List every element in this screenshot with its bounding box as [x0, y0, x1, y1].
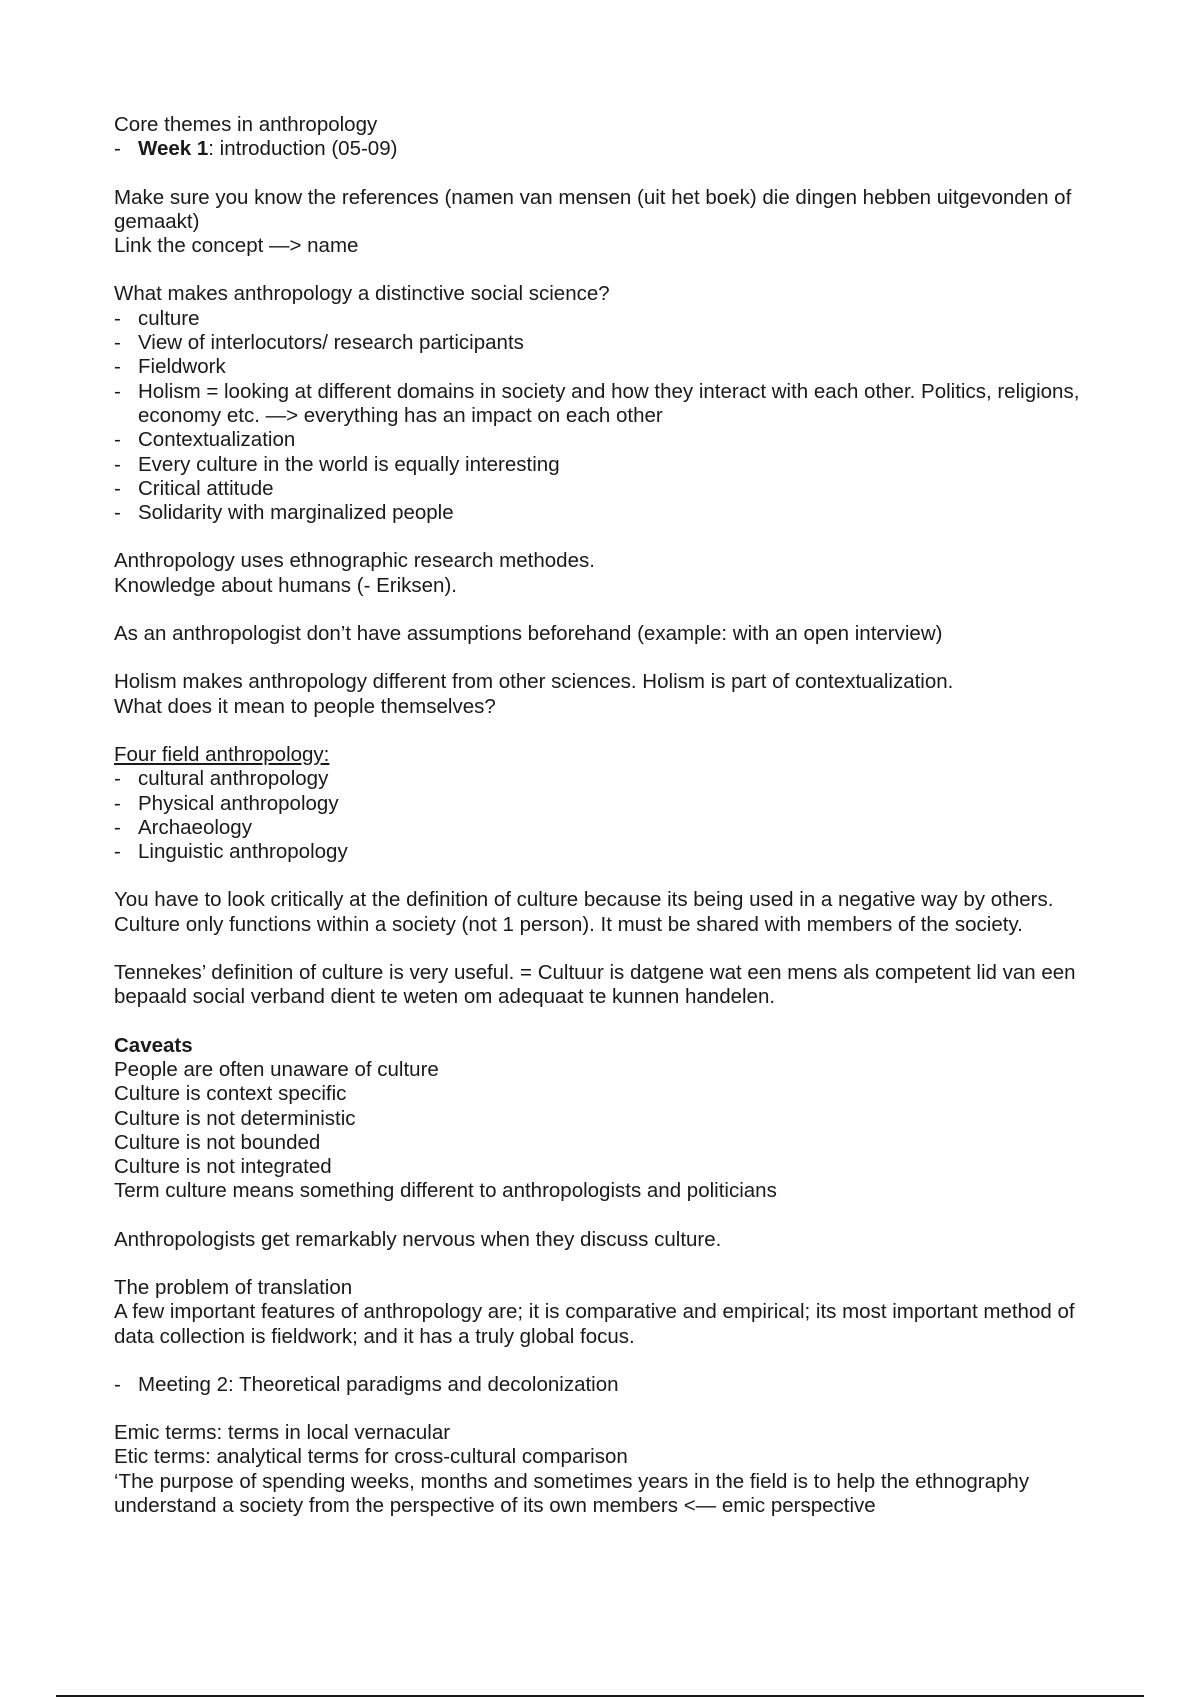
caveat-line: Culture is context specific — [114, 1082, 347, 1106]
list-item: - Physical anthropology — [114, 792, 1094, 816]
distinctive-question: What makes anthropology a distinctive social science? — [114, 282, 610, 306]
purpose-quote: ‘The purpose of spending weeks, months and sometimes years in the field is to help the ethnography understand a society from the perspective of its own members <— emic perspective — [114, 1469, 1030, 1518]
caveat-line: Culture is not deterministic — [114, 1106, 356, 1130]
meeting2-list — [114, 1373, 1094, 1397]
week1-list — [114, 137, 1094, 161]
translation-text: A few important features of anthropology are; it is comparative and empirical; its most important method of data collection is fieldwork; and it has a truly global focus. — [114, 1300, 1075, 1348]
knowledge-line: Knowledge about humans (- Eriksen). — [114, 573, 457, 597]
holism-question: What does it mean to people themselves? — [114, 694, 496, 718]
week1-label: Week 1 — [138, 137, 209, 161]
list-item: - Archaeology — [114, 816, 1094, 840]
list-item: - cultural anthropology — [114, 767, 1094, 791]
document-page — [114, 113, 1094, 1518]
methods-line: Anthropology uses ethnographic research methodes. — [114, 549, 595, 573]
list-item: - Every culture in the world is equally interesting — [114, 453, 1094, 477]
distinctive-list — [114, 307, 1094, 526]
list-item: - Holism = looking at different domains in society and how they interact with each other. Politics, religions, economy etc. —> everything has an impact on each other — [114, 380, 1094, 429]
list-item: - Critical attitude — [114, 477, 1094, 501]
culture-definition: You have to look critically at the definition of culture because its being used in a negative way by others. Culture only functions within a society (not 1 person). It must be shared with members of the society. — [114, 888, 1054, 936]
link-concept-note: Link the concept —> name — [114, 234, 359, 258]
caveats-heading: Caveats — [114, 1033, 193, 1057]
caveat-line: Culture is not bounded — [114, 1130, 321, 1154]
list-item: - culture — [114, 307, 1094, 331]
tennekes-definition: Tennekes’ definition of culture is very useful. = Cultuur is datgene wat een mens als competent lid van een bepaald social verband dient te weten om adequaat te kunnen handelen. — [114, 961, 1076, 1009]
document-title: Core themes in anthropology — [114, 113, 378, 136]
list-item: - Linguistic anthropology — [114, 840, 1094, 864]
references-note: Make sure you know the references (namen van mensen (uit het boek) die dingen hebben uitgevonden of gemaakt) — [114, 185, 1072, 233]
week1-item — [114, 137, 1094, 161]
page-bottom-rule — [56, 1695, 1144, 1697]
translation-heading: The problem of translation — [114, 1275, 353, 1299]
four-field-list — [114, 767, 1094, 864]
caveat-line: Term culture means something different to anthropologists and politicians — [114, 1179, 777, 1203]
nervous-line: Anthropologists get remarkably nervous when they discuss culture. — [114, 1227, 722, 1251]
week1-text: : introduction (05-09) — [208, 137, 398, 161]
assumptions-line: As an anthropologist don’t have assumptions beforehand (example: with an open interview) — [114, 622, 943, 646]
holism-line: Holism makes anthropology different from other sciences. Holism is part of contextualization. — [114, 670, 954, 694]
list-item: - Solidarity with marginalized people — [114, 501, 1094, 525]
list-item: - Fieldwork — [114, 355, 1094, 379]
emic-terms: Emic terms: terms in local vernacular — [114, 1421, 451, 1445]
list-item: - View of interlocutors/ research participants — [114, 331, 1094, 355]
list-item: - Contextualization — [114, 428, 1094, 452]
meeting2-item: - Meeting 2: Theoretical paradigms and decolonization — [114, 1373, 1094, 1397]
caveat-line: Culture is not integrated — [114, 1155, 332, 1179]
etic-terms: Etic terms: analytical terms for cross-cultural comparison — [114, 1445, 628, 1469]
caveat-line: People are often unaware of culture — [114, 1057, 439, 1081]
four-field-heading: Four field anthropology: — [114, 742, 330, 766]
